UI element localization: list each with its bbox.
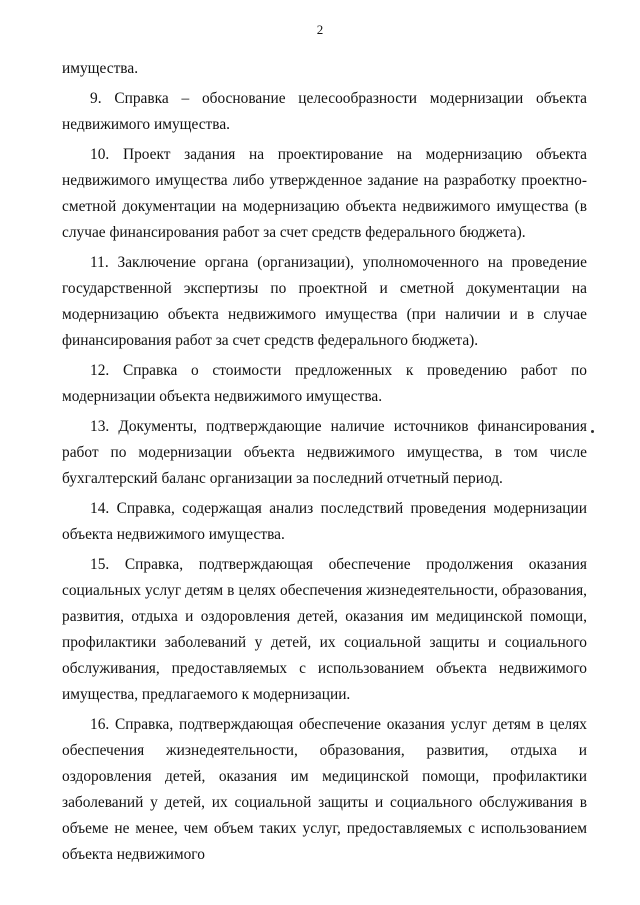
item-text: Справка, подтверждающая обеспечение продолжения оказания социальных услуг детям в целях обеспечения жизнедеятельности, образования, развития, отдыха и оздоровления детей, оказания им медицинской помощи, профилактики заболеваний у детей, их социальной защиты и социального обслуживания, предоставляемых с использованием объекта недвижимого имущества, предлагаемого к модернизации. [62,556,587,703]
item-number: 16. [90,716,110,733]
list-item [62,414,587,492]
document-body [62,56,587,872]
item-text: Справка – обоснование целесообразности модернизации объекта недвижимого имущества. [62,90,587,133]
item-number: 13. [90,418,110,435]
item-number: 14. [90,500,110,517]
item-text: Документы, подтверждающие наличие источников финансирования работ по модернизации объекта недвижимого имущества, в том числе бухгалтерский баланс организации за последний отчетный период. [62,418,587,487]
list-item [62,496,587,548]
item-text: Проект задания на проектирование на модернизацию объекта недвижимого имущества либо утвержденное задание на разработку проектно-сметной документации на модернизацию объекта недвижимого имущества (в случае финансирования работ за счет средств федерального бюджета). [62,146,587,241]
item-number: 9. [90,90,102,107]
list-item [62,250,587,354]
item-number: 12. [90,362,110,379]
item-number: 15. [90,556,110,573]
list-item [62,712,587,868]
list-item [62,86,587,138]
item-number: 11. [90,254,109,271]
item-text: Справка, подтверждающая обеспечение оказания услуг детям в целях обеспечения жизнедеятельности, образования, развития, отдыха и оздоровления детей, оказания им медицинской помощи, профилактики заболеваний у детей, их социальной защиты и социального обслуживания в объеме не менее, чем объем таких услуг, предоставляемых с использованием объекта недвижимого [62,716,587,863]
continuation-text: имущества. [62,60,139,77]
list-item [62,552,587,708]
scan-speck [591,430,594,433]
item-text: Справка, содержащая анализ последствий проведения модернизации объекта недвижимого имущества. [62,500,587,543]
item-text: Справка о стоимости предложенных к проведению работ по модернизации объекта недвижимого имущества. [62,362,587,405]
page-number: 2 [316,22,324,37]
list-item [62,142,587,246]
item-text: Заключение органа (организации), уполномоченного на проведение государственной экспертизы по проектной и сметной документации на модернизацию объекта недвижимого имущества (при наличии и в случае финансирования работ за счет средств федерального бюджета). [62,254,587,349]
item-number: 10. [90,146,110,163]
list-item [62,358,587,410]
